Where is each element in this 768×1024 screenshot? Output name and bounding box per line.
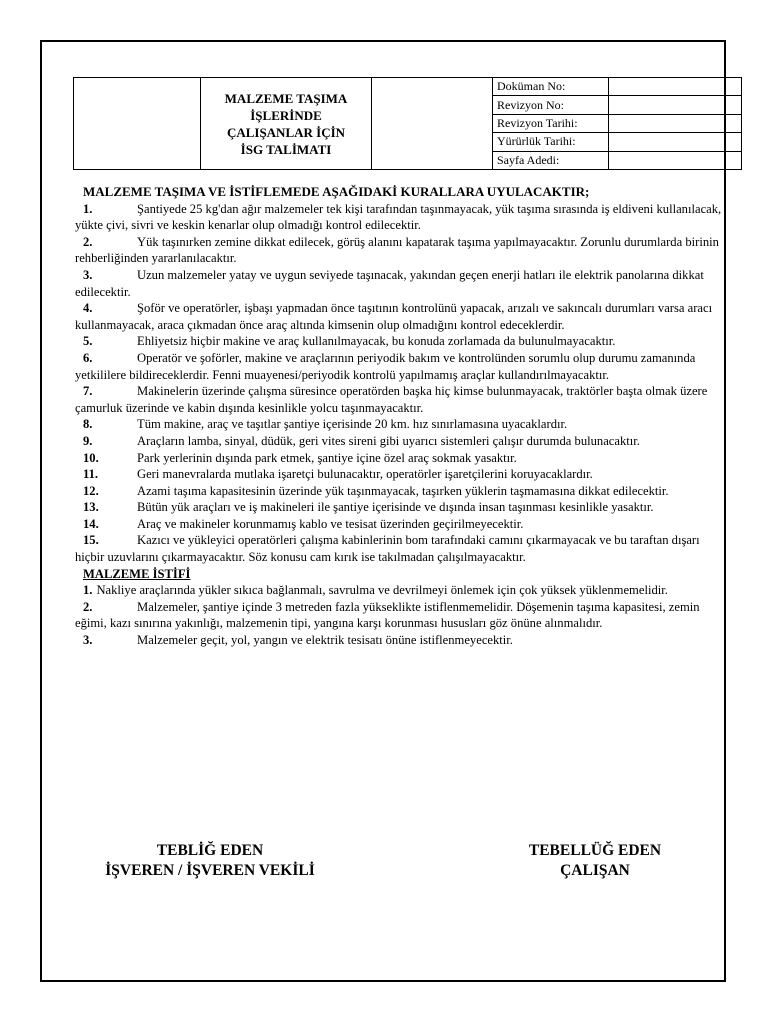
rule-text: Bütün yük araçları ve iş makineleri ile şantiye içerisinde ve dışında insan taşınması kesinlikle yasaktır. <box>137 500 654 515</box>
meta-value-effective-date <box>609 133 742 151</box>
rule-text: Uzun malzemeler yatay ve uygun seviyede taşınacak, yakından geçen enerji hatları ile elektrik panolarına dikkat edilecektir. <box>75 267 704 299</box>
rule-item <box>75 499 723 516</box>
rule-number: 8. <box>83 417 93 432</box>
notifier-role: İŞVEREN / İŞVEREN VEKİLİ <box>105 862 315 879</box>
rule-number: 14. <box>83 516 99 531</box>
title-line: MALZEME TAŞIMA <box>224 90 348 106</box>
rule-number: 11. <box>83 467 99 482</box>
rule-text: Şoför ve operatörler, işbaşı yapmadan önce taşıtının kontrolünü yapacak, arızalı ve sakıncalı durumları varsa aracı kullanmayacak, araca çıkmadan önce araç altında kimsenin olup olmadığını kontrol edeceklerdir. <box>75 301 713 332</box>
rule-item <box>75 450 723 467</box>
stacking-item <box>75 582 723 599</box>
recipient-title: TEBELLÜĞ EDEN <box>528 842 662 859</box>
rule-number: 12. <box>83 483 99 498</box>
title-line: ÇALIŞANLAR İÇİN <box>226 124 346 140</box>
meta-label-page-count: Sayfa Adedi: <box>493 151 609 169</box>
logo-cell <box>74 78 201 170</box>
rule-number: 15. <box>83 533 99 548</box>
rule-item <box>75 516 723 533</box>
meta-value-page-count <box>609 151 742 169</box>
rule-item <box>75 383 723 416</box>
rule-text: Araç ve makineler korunmamış kablo ve tesisat üzerinden geçirilmeyecektir. <box>137 516 524 531</box>
blank-cell <box>372 78 493 170</box>
meta-value-revision-date <box>609 114 742 132</box>
stacking-number: 1. <box>83 583 93 598</box>
stacking-number: 2. <box>83 599 93 614</box>
rule-number: 13. <box>83 500 99 515</box>
meta-label-revision-date: Revizyon Tarihi: <box>493 114 609 132</box>
rule-text: Kazıcı ve yükleyici operatörleri çalışma kabinlerinin bom tarafındaki camını çıkarmayacak ve bu taraftan dışarı hiçbir uzuvlarını çıkarmayacaktır. Söz konusu cam kırık ise takılmadan çalışılmayacaktır. <box>75 533 700 565</box>
stacking-title: MALZEME İSTİFİ <box>83 566 191 581</box>
rule-number: 9. <box>83 433 93 448</box>
meta-value-revision-no <box>609 96 742 114</box>
stacking-text: Malzemeler, şantiye içinde 3 metreden fazla yükseklikte istiflenmemelidir. Döşemenin taşıma kapasitesi, zemin eğimi, kazı sınırına yakınlığı, malzemenin tipi, yangına karşı korunması hususları göz önüne alınmalıdır. <box>75 599 700 631</box>
notifier-title: TEBLİĞ EDEN <box>156 842 264 859</box>
recipient-signature <box>495 841 695 881</box>
rule-text: Geri manevralarda mutlaka işaretçi bulunacaktır, operatörler işaretçilerini koruyacaklardır. <box>137 467 593 482</box>
rule-item <box>75 532 723 565</box>
rule-item <box>75 201 723 234</box>
rule-text: Makinelerin üzerinde çalışma süresince operatörden başka hiç kimse bulunmayacak, traktörler başta olmak üzere çamurluk üzerinde ve kabin dışında kesinlikle yolcu taşınmayacaktır. <box>75 384 708 415</box>
header-table <box>73 77 742 170</box>
notifier-signature <box>80 841 340 881</box>
meta-label-document-no: Doküman No: <box>493 78 609 96</box>
rule-text: Şantiyede 25 kg'dan ağır malzemeler tek kişi tarafından taşınmayacak, yük taşıma sırasında iş eldiveni kullanılacak, yükte çivi, sivri ve keskin kenarlar olup olmadığı kontrol edilecektir. <box>75 201 722 233</box>
rule-text: Yük taşınırken zemine dikkat edilecek, görüş alanını kapatarak taşıma yapılmayacaktır. Zorunlu durumlarda birinin rehberliğinden yararlanılacaktır. <box>75 234 719 266</box>
rule-number: 10. <box>83 450 99 465</box>
rule-text: Park yerlerinin dışında park etmek, şantiye içine özel araç sokmak yasaktır. <box>137 450 517 465</box>
rule-item <box>75 267 723 300</box>
meta-label-effective-date: Yürürlük Tarihi: <box>493 133 609 151</box>
rule-text: Operatör ve şoförler, makine ve araçlarının periyodik bakım ve kontrolünden sorumlu olup durumu zamanında yetkililere bildireceklerdir. Fenni muayenesi/periyodik kontrolü yapılmamış araçlar kullandırılmayacaktır. <box>75 350 696 382</box>
rule-number: 4. <box>83 301 93 316</box>
rule-item <box>75 416 723 433</box>
rule-text: Ehliyetsiz hiçbir makine ve araç kullanılmayacak, bu konuda zorlamada da bulunulmayacaktır. <box>137 334 616 349</box>
rule-number: 2. <box>83 234 93 249</box>
rule-item <box>75 433 723 450</box>
stacking-number: 3. <box>83 633 93 648</box>
rule-item <box>75 234 723 267</box>
instructions-body <box>75 184 723 649</box>
rule-text: Tüm makine, araç ve taşıtlar şantiye içerisinde 20 km. hız sınırlamasına uyacaklardır. <box>137 417 568 432</box>
rule-number: 5. <box>83 334 93 349</box>
rule-number: 3. <box>83 267 93 282</box>
rule-item <box>75 350 723 383</box>
rule-item <box>75 466 723 483</box>
rule-number: 6. <box>83 350 93 365</box>
meta-value-document-no <box>609 78 742 96</box>
rule-item <box>75 483 723 500</box>
rule-item <box>75 333 723 350</box>
rule-item <box>75 300 723 333</box>
stacking-item <box>75 599 723 632</box>
stacking-text: Malzemeler geçit, yol, yangın ve elektrik tesisatı önüne istiflenmeyecektir. <box>137 633 513 648</box>
title-line: İŞLERİNDE <box>250 107 322 123</box>
rule-text: Araçların lamba, sinyal, düdük, geri vites sireni gibi uyarıcı sistemleri çalışır durumda bulunacaktır. <box>137 433 640 448</box>
section-title: MALZEME TAŞIMA VE İSTİFLEMEDE AŞAĞIDAKİ KURALLARA UYULACAKTIR; <box>83 184 590 199</box>
rule-number: 1. <box>83 201 93 216</box>
rule-text: Azami taşıma kapasitesinin üzerinde yük taşınmayacak, taşırken yüklerin taşmamasına dikkat edilecektir. <box>137 483 669 498</box>
recipient-role: ÇALIŞAN <box>560 862 630 879</box>
stacking-text: Nakliye araçlarında yükler sıkıca bağlanmalı, savrulma ve devrilmeyi önlemek için çok yüksek yüklenmemelidir. <box>96 583 668 598</box>
rule-number: 7. <box>83 384 93 399</box>
stacking-item <box>75 632 723 649</box>
document-title <box>201 78 372 170</box>
document-header <box>73 77 741 170</box>
meta-label-revision-no: Revizyon No: <box>493 96 609 114</box>
title-line: İSG TALİMATI <box>240 141 332 157</box>
